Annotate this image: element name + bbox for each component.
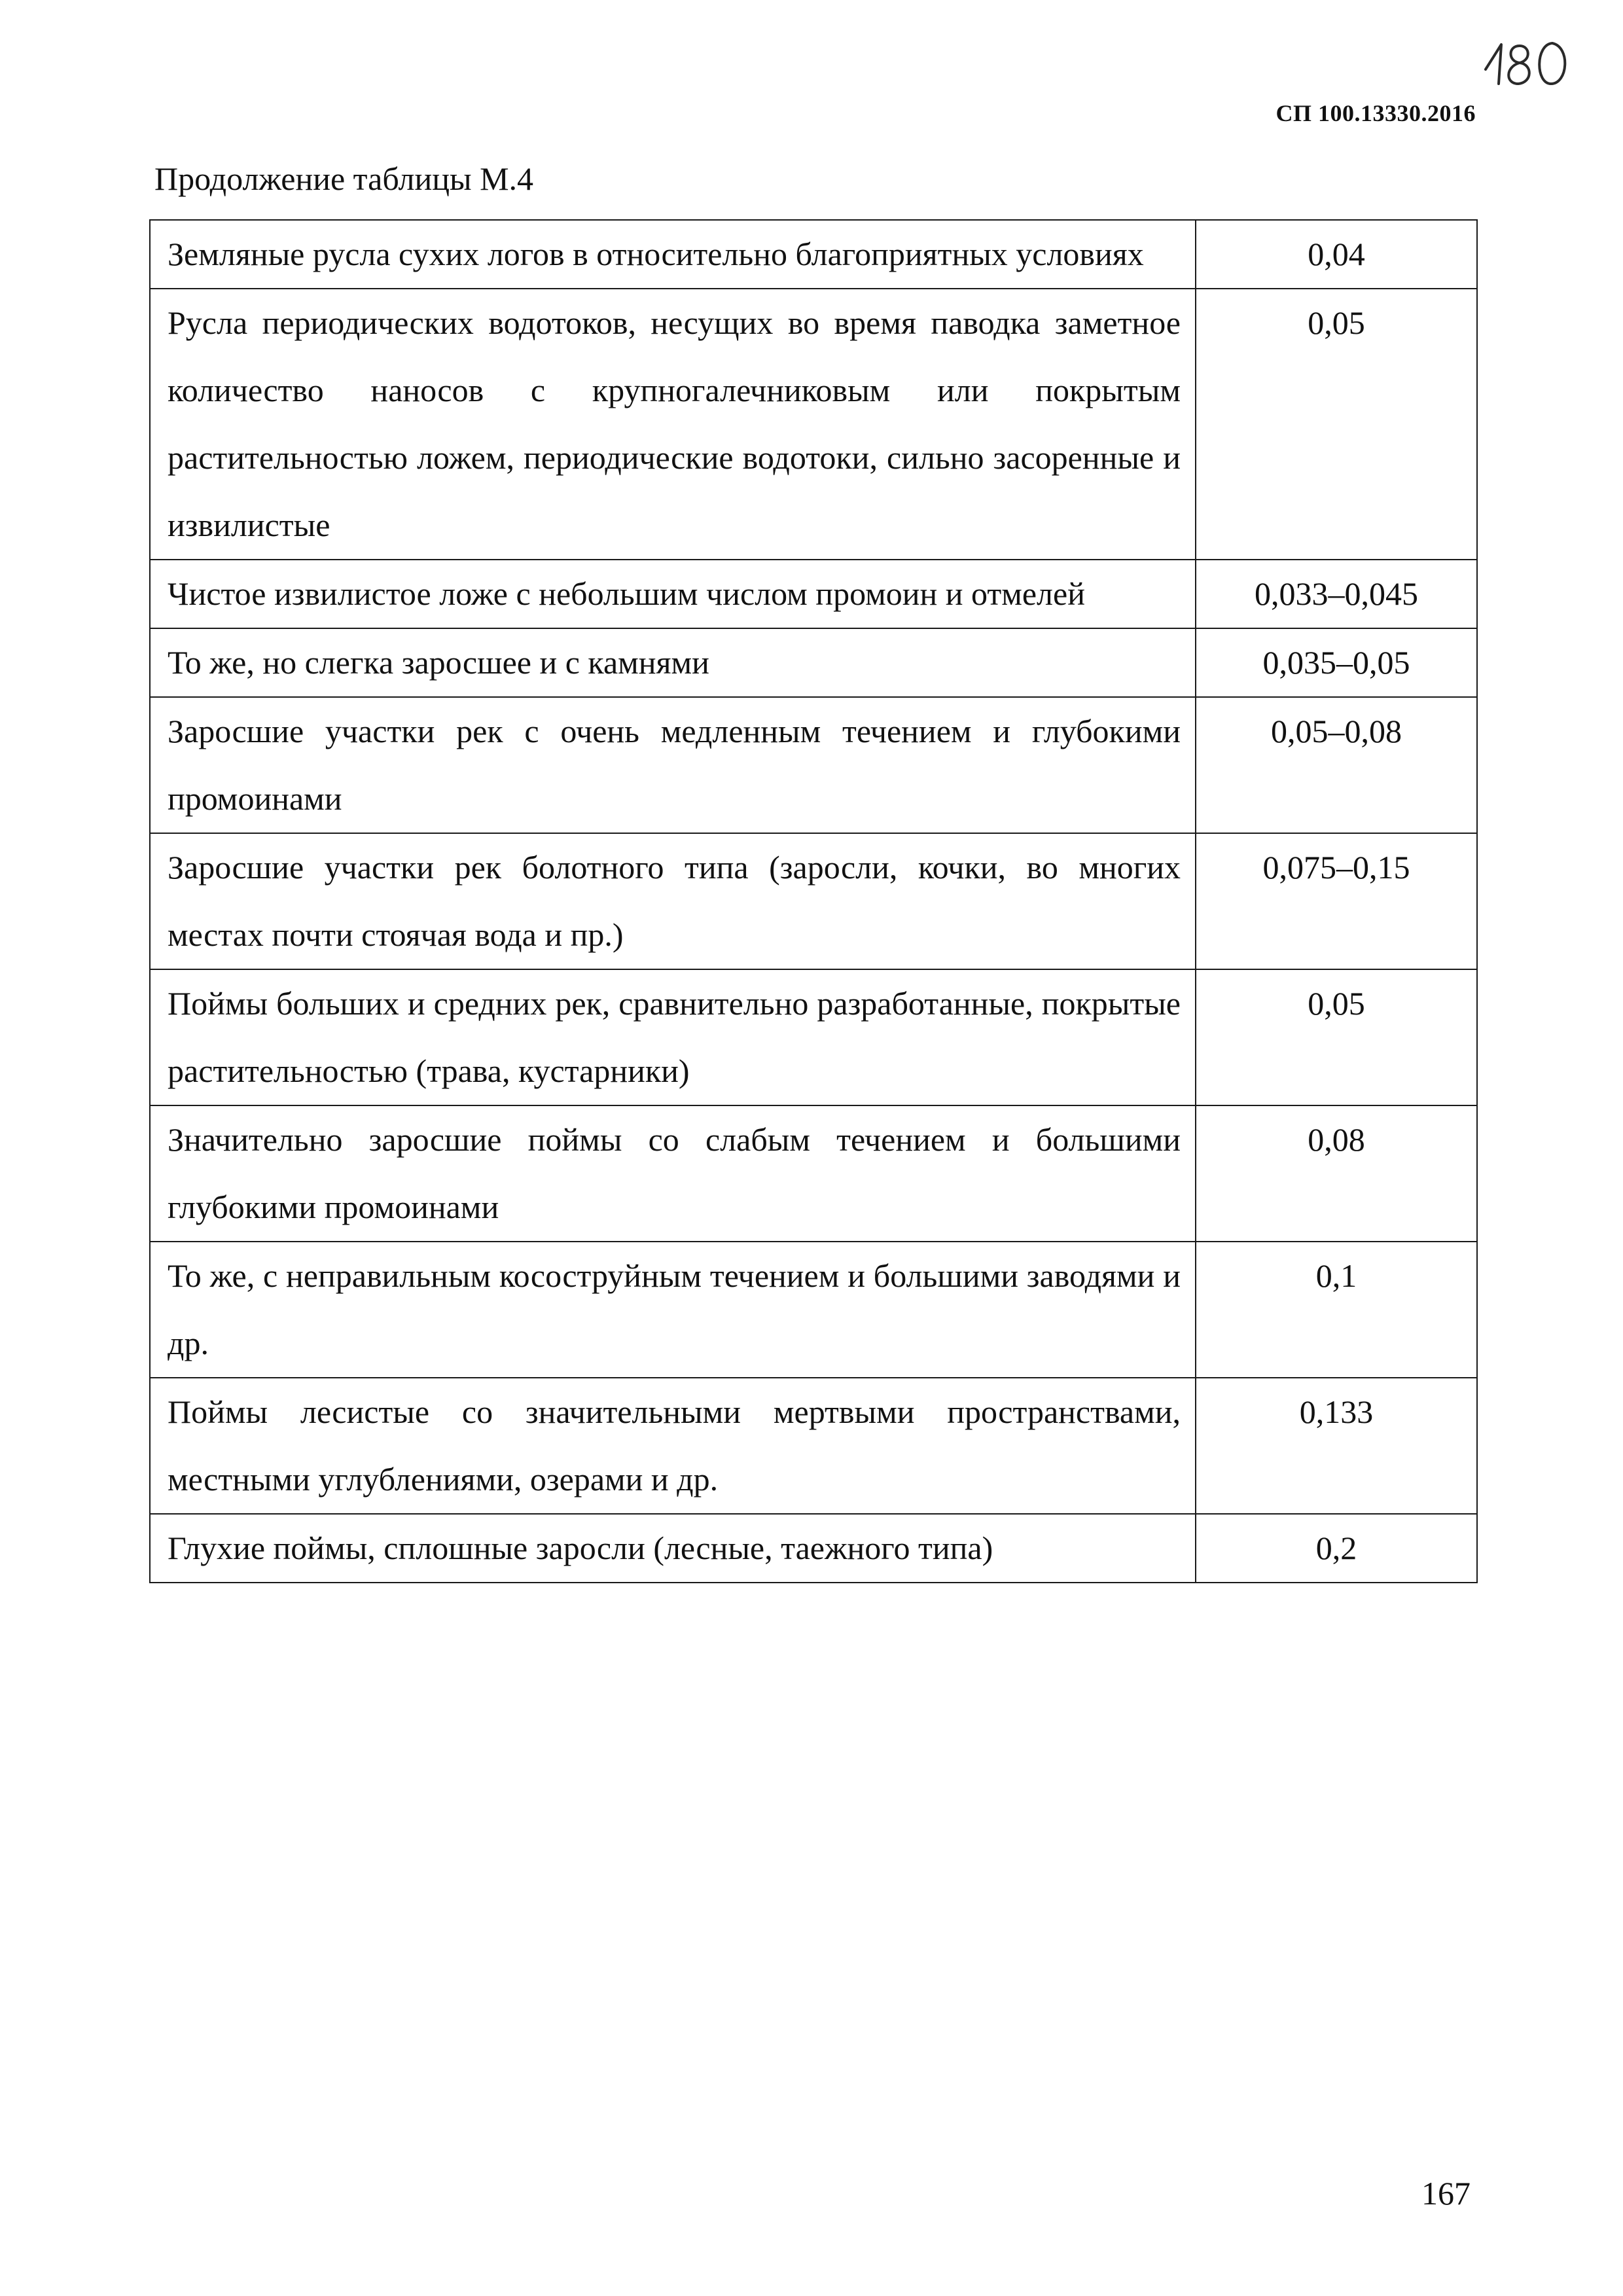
row-description: Поймы лесистые со значительными мертвыми пространствами, местными углублениями, озерами и др. — [150, 1378, 1196, 1514]
coefficient-table-container — [149, 219, 1478, 1583]
table-row — [150, 969, 1477, 1105]
row-description: Значительно заросшие поймы со слабым течением и большими глубокими промоинами — [150, 1105, 1196, 1242]
row-description: То же, с неправильным косоструйным течением и большими заводями и др. — [150, 1242, 1196, 1378]
row-value: 0,133 — [1196, 1378, 1477, 1514]
document-code: СП 100.13330.2016 — [1275, 100, 1476, 126]
handwritten-page-number — [1472, 31, 1577, 90]
table-row — [150, 697, 1477, 833]
table-row — [150, 1242, 1477, 1378]
row-value: 0,05 — [1196, 289, 1477, 560]
table-row — [150, 560, 1477, 628]
table-row — [150, 1514, 1477, 1583]
table-row — [150, 628, 1477, 697]
table-row — [150, 833, 1477, 969]
row-description: То же, но слегка заросшее и с камнями — [150, 628, 1196, 697]
row-value: 0,04 — [1196, 220, 1477, 289]
row-value: 0,2 — [1196, 1514, 1477, 1583]
row-description: Чистое извилистое ложе с небольшим числом промоин и отмелей — [150, 560, 1196, 628]
row-description: Земляные русла сухих логов в относительно благоприятных условиях — [150, 220, 1196, 289]
coefficient-table — [149, 219, 1478, 1583]
row-value: 0,033–0,045 — [1196, 560, 1477, 628]
row-value: 0,1 — [1196, 1242, 1477, 1378]
row-description: Русла периодических водотоков, несущих во время паводка заметное количество наносов с крупногалечниковым или покрытым растительностью ложем, периодические водотоки, сильно засоренные и извилистые — [150, 289, 1196, 560]
row-value: 0,035–0,05 — [1196, 628, 1477, 697]
row-description: Глухие поймы, сплошные заросли (лесные, таежного типа) — [150, 1514, 1196, 1583]
row-description: Поймы больших и средних рек, сравнительно разработанные, покрытые растительностью (трава, кустарники) — [150, 969, 1196, 1105]
row-value: 0,08 — [1196, 1105, 1477, 1242]
row-value: 0,075–0,15 — [1196, 833, 1477, 969]
table-row — [150, 1105, 1477, 1242]
row-description: Заросшие участки рек с очень медленным течением и глубокими промоинами — [150, 697, 1196, 833]
table-row — [150, 1378, 1477, 1514]
row-description: Заросшие участки рек болотного типа (заросли, кочки, во многих местах почти стоячая вода и пр.) — [150, 833, 1196, 969]
row-value: 0,05 — [1196, 969, 1477, 1105]
row-value: 0,05–0,08 — [1196, 697, 1477, 833]
table-row — [150, 289, 1477, 560]
table-row — [150, 220, 1477, 289]
table-caption: Продолжение таблицы М.4 — [154, 160, 534, 197]
page-number: 167 — [1421, 2175, 1471, 2212]
